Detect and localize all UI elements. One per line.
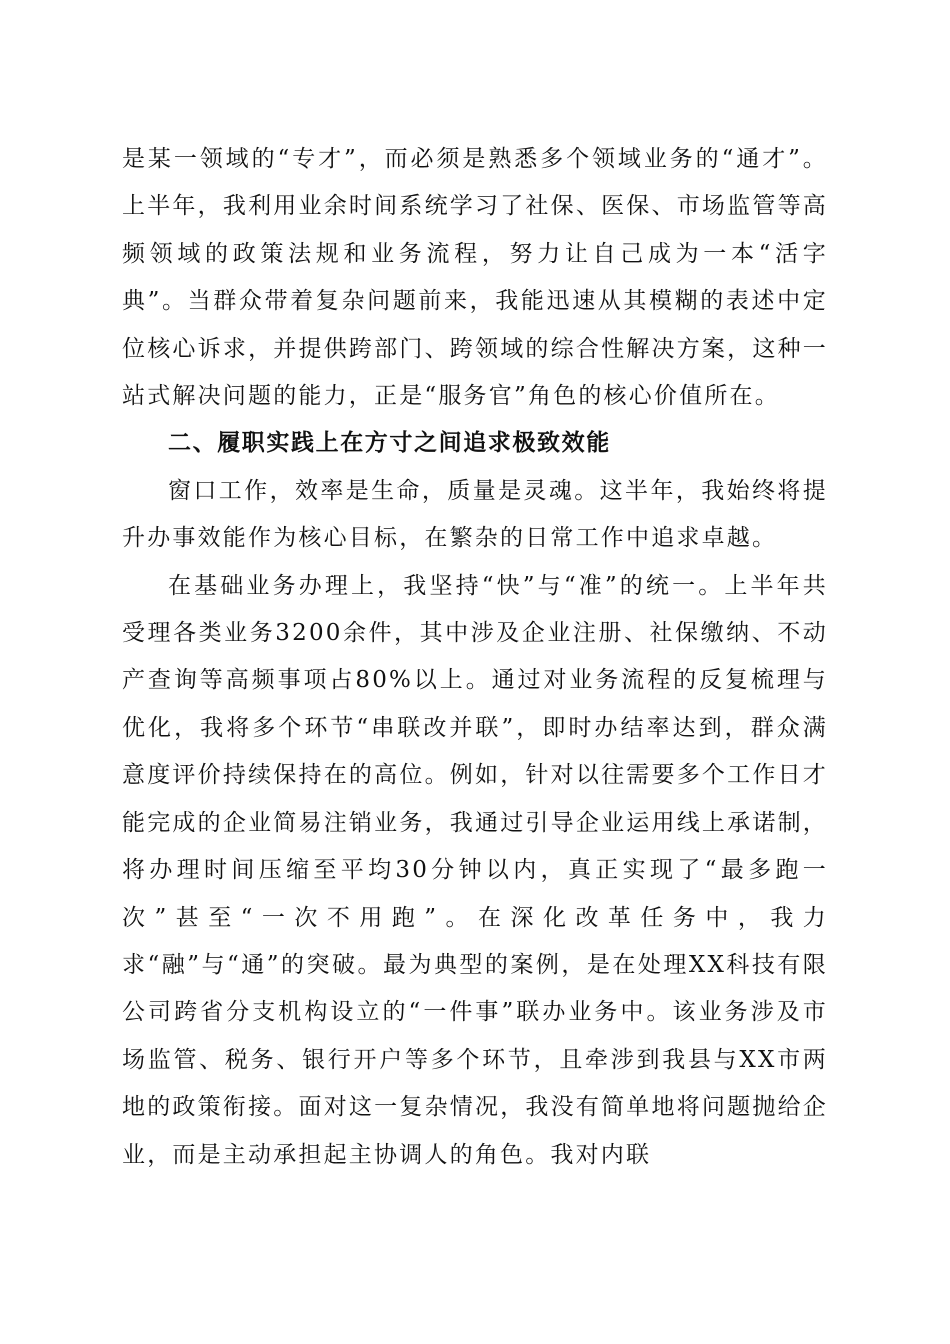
paragraph-continued: 是某一领域的“专才”，而必须是熟悉多个领域业务的“通才”。上半年，我利用业余时间系统学习了社保、医保、市场监管等高频领域的政策法规和业务流程，努力让自己成为一本“活字典”。当群众带着复杂问题前来，我能迅速从其模糊的表述中定位核心诉求，并提供跨部门、跨领域的综合性解决方案，这种一站式解决问题的能力，正是“服务官”角色的核心价值所在。	[122, 146, 828, 410]
paragraph-intro: 窗口工作，效率是生命，质量是灵魂。这半年，我始终将提升办事效能作为核心目标，在繁杂的日常工作中追求卓越。	[122, 477, 828, 552]
paragraph-body: 在基础业务办理上，我坚持“快”与“准”的统一。上半年共受理各类业务3200余件，其中涉及企业注册、社保缴纳、不动产查询等高频事项占80%以上。通过对业务流程的反复梳理与优化，我将多个环节“串联改并联”，即时办结率达到，群众满意度评价持续保持在的高位。例如，针对以往需要多个工作日才能完成的企业简易注销业务，我通过引导企业运用线上承诺制，将办理时间压缩至平均30分钟以内，真正实现了“最多跑一次”甚至“一次不用跑”。在深化改革任务中，我力求“融”与“通”的突破。最为典型的案例，是在处理XX科技有限公司跨省分支机构设立的“一件事”联办业务中。该业务涉及市场监管、税务、银行开户等多个环节，且牵涉到我县与XX市两地的政策衔接。面对这一复杂情况，我没有简单地将问题抛给企业，而是主动承担起主协调人的角色。我对内联	[122, 572, 828, 1168]
section-heading: 二、履职实践上在方寸之间追求极致效能	[168, 430, 611, 457]
document-body	[122, 136, 828, 1179]
